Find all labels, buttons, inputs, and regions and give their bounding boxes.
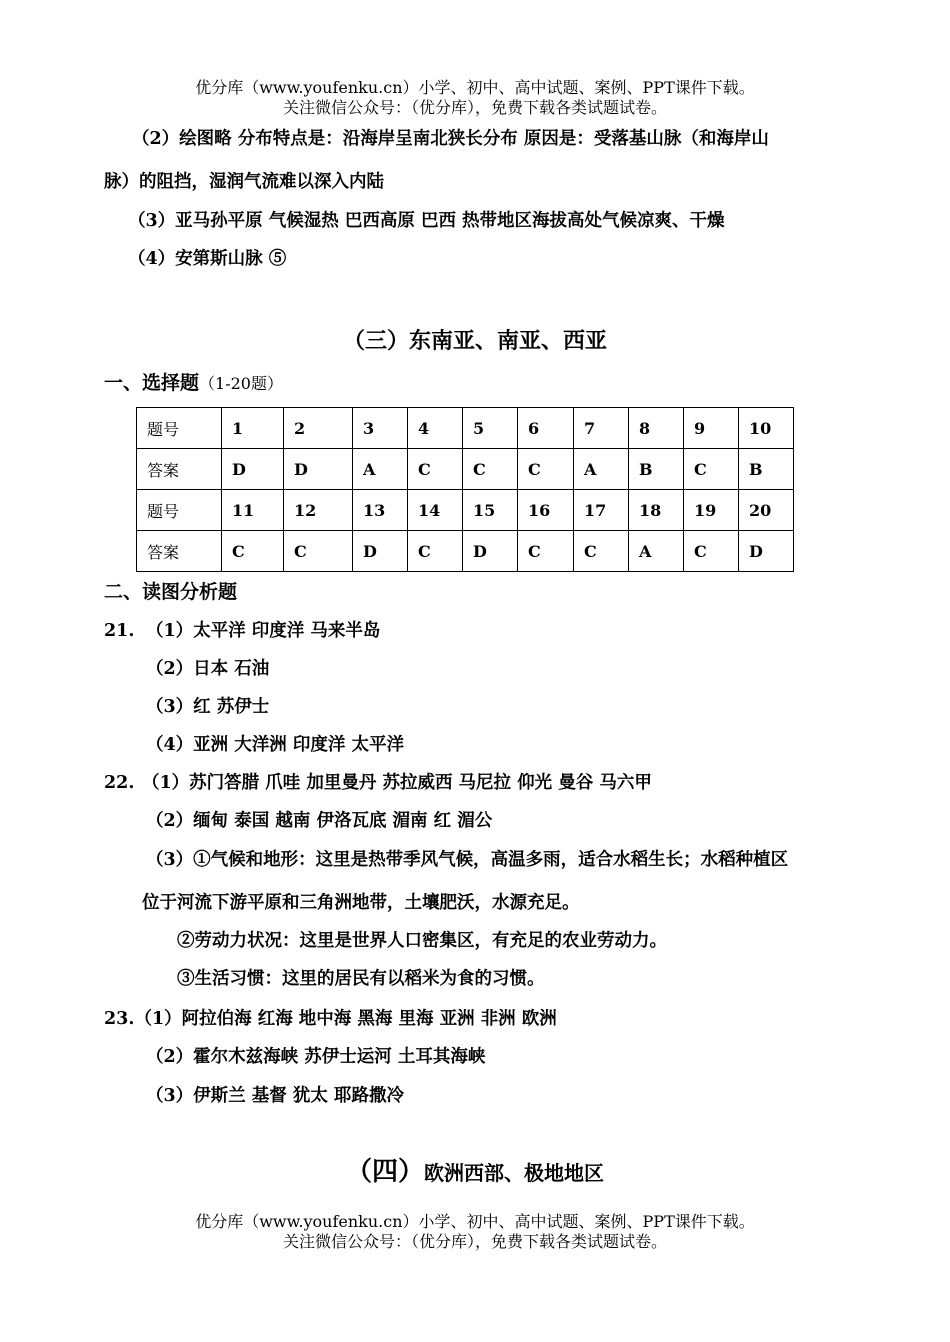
part1-range: （1-20题） xyxy=(199,374,283,393)
q23-answer-3: （3）伊斯兰 基督 犹太 耶路撒冷 xyxy=(146,1086,404,1106)
section-3-title: （三）东南亚、南亚、西亚 xyxy=(342,328,607,354)
section-4-title-rest: 欧洲西部、极地地区 xyxy=(424,1161,604,1185)
q22-answer-3-line-3: ②劳动力状况：这里是世界人口密集区，有充足的农业劳动力。 xyxy=(177,931,667,951)
answer: C xyxy=(684,531,739,572)
q-num: 5 xyxy=(463,408,518,449)
table-row xyxy=(137,408,794,449)
q-num: 15 xyxy=(463,490,518,531)
answer: C xyxy=(574,531,629,572)
footer-line-2: 关注微信公众号：（优分库），免费下载各类试题试卷。 xyxy=(282,1232,667,1251)
q-num: 6 xyxy=(518,408,574,449)
prev-q2-line-2: 脉）的阻挡，湿润气流难以深入内陆 xyxy=(104,172,384,192)
q-num: 18 xyxy=(629,490,684,531)
answer: C xyxy=(408,531,463,572)
answer: A xyxy=(629,531,684,572)
q-num: 11 xyxy=(222,490,284,531)
q-num: 4 xyxy=(408,408,463,449)
q22-answer-3-line-4: ③生活习惯：这里的居民有以稻米为食的习惯。 xyxy=(177,969,545,989)
footer-line-1: 优分库（www.youfenku.cn）小学、初中、高中试题、案例、PPT课件下载。 xyxy=(195,1212,755,1231)
q22-answer-3-line-1: （3）①气候和地形：这里是热带季风气候，高温多雨，适合水稻生长；水稻种植区 xyxy=(146,850,789,870)
row-label-num: 题号 xyxy=(137,408,222,449)
q-num: 10 xyxy=(739,408,794,449)
answer: D xyxy=(739,531,794,572)
answer: D xyxy=(284,449,353,490)
answer: A xyxy=(353,449,408,490)
q23-answer-2: （2）霍尔木兹海峡 苏伊士运河 土耳其海峡 xyxy=(146,1047,486,1067)
q22-answer-1: （1）苏门答腊 爪哇 加里曼丹 苏拉威西 马尼拉 仰光 曼谷 马六甲 xyxy=(142,773,652,793)
q-num: 9 xyxy=(684,408,739,449)
q23-answer-1: 23.（1）阿拉伯海 红海 地中海 黑海 里海 亚洲 非洲 欧洲 xyxy=(104,1009,557,1029)
table-row xyxy=(137,490,794,531)
answer: C xyxy=(284,531,353,572)
q22-answer-3-line-2: 位于河流下游平原和三角洲地带，土壤肥沃，水源充足。 xyxy=(142,893,580,913)
q-num: 13 xyxy=(353,490,408,531)
answer: C xyxy=(408,449,463,490)
part2-heading: 二、读图分析题 xyxy=(104,581,238,603)
answer: C xyxy=(684,449,739,490)
q-num: 14 xyxy=(408,490,463,531)
header-line-1: 优分库（www.youfenku.cn）小学、初中、高中试题、案例、PPT课件下载。 xyxy=(195,78,755,97)
answer: B xyxy=(739,449,794,490)
answer-table xyxy=(136,407,794,572)
answer: C xyxy=(518,449,574,490)
q-num: 12 xyxy=(284,490,353,531)
q-num: 20 xyxy=(739,490,794,531)
row-label-ans: 答案 xyxy=(137,449,222,490)
q22-num: 22. xyxy=(104,773,135,793)
q21-num: 21. xyxy=(104,621,135,641)
section-4-title xyxy=(0,1158,950,1187)
q-num: 16 xyxy=(518,490,574,531)
prev-q2-line-1: （2）绘图略 分布特点是：沿海岸呈南北狭长分布 原因是：受落基山脉（和海岸山 xyxy=(132,129,769,149)
q-num: 7 xyxy=(574,408,629,449)
q-num: 2 xyxy=(284,408,353,449)
answer: D xyxy=(463,531,518,572)
part1-heading-text: 一、选择题 xyxy=(104,372,200,394)
q21-answer-4: （4）亚洲 大洋洲 印度洋 太平洋 xyxy=(146,735,404,755)
section-4-title-prefix: （四） xyxy=(345,1157,424,1187)
answer: C xyxy=(518,531,574,572)
q-num: 8 xyxy=(629,408,684,449)
table-row xyxy=(137,449,794,490)
q-num: 3 xyxy=(353,408,408,449)
row-label-num: 题号 xyxy=(137,490,222,531)
q-num: 19 xyxy=(684,490,739,531)
q21-answer-1: （1）太平洋 印度洋 马来半岛 xyxy=(146,621,381,641)
answer: A xyxy=(574,449,629,490)
q-num: 17 xyxy=(574,490,629,531)
part1-heading xyxy=(104,372,283,395)
answer: D xyxy=(222,449,284,490)
answer: D xyxy=(353,531,408,572)
answer: C xyxy=(463,449,518,490)
answer: B xyxy=(629,449,684,490)
table-row xyxy=(137,531,794,572)
prev-q3: （3）亚马孙平原 气候湿热 巴西高原 巴西 热带地区海拔高处气候凉爽、干燥 xyxy=(128,211,725,231)
header-line-2: 关注微信公众号：（优分库），免费下载各类试题试卷。 xyxy=(282,98,667,117)
q21-answer-3: （3）红 苏伊士 xyxy=(146,697,270,717)
q21-answer-2: （2）日本 石油 xyxy=(146,659,270,679)
q-num: 1 xyxy=(222,408,284,449)
answer: C xyxy=(222,531,284,572)
prev-q4: （4）安第斯山脉 ⑤ xyxy=(128,249,287,269)
q22-answer-2: （2）缅甸 泰国 越南 伊洛瓦底 湄南 红 湄公 xyxy=(146,811,493,831)
row-label-ans: 答案 xyxy=(137,531,222,572)
